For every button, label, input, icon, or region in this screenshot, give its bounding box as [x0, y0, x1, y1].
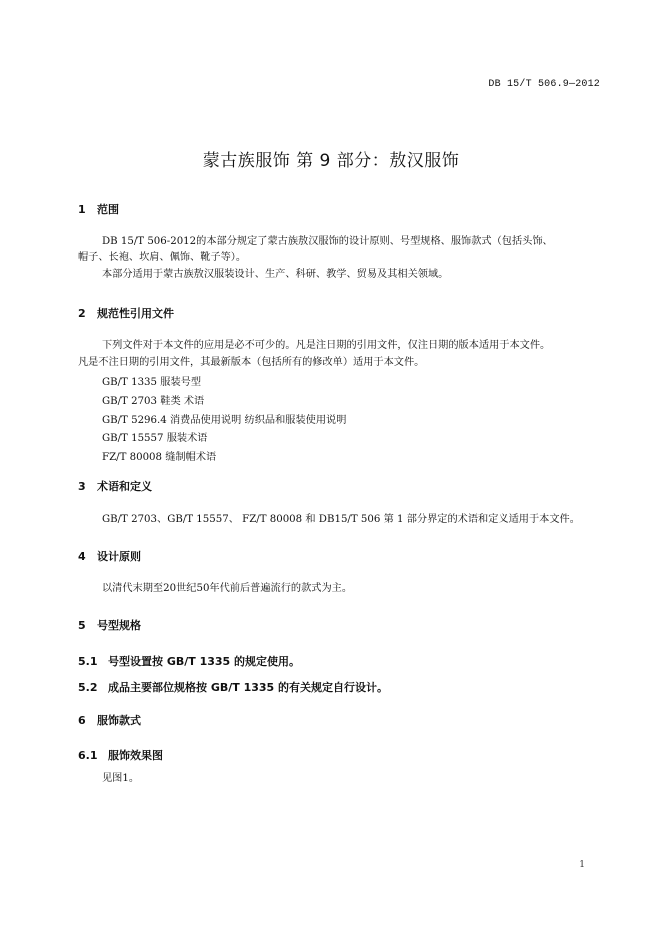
- reference-item: FZ/T 80008 缝制帽术语: [102, 452, 217, 464]
- subsection-6-1: [78, 747, 163, 763]
- reference-item: GB/T 15557 服装术语: [102, 433, 208, 445]
- paragraph: 以清代末期至20世纪50年代前后普遍流行的款式为主。: [102, 583, 353, 594]
- paragraph-line: 帽子、长袍、坎肩、佩饰、靴子等）。: [78, 252, 247, 263]
- reference-item: GB/T 2703 鞋类 术语: [102, 395, 205, 407]
- section-number: 3: [78, 480, 86, 493]
- section-title: 服饰款式: [97, 714, 141, 727]
- section-title: 设计原则: [97, 550, 141, 563]
- reference-item: GB/T 1335 服装号型: [102, 377, 202, 388]
- paragraph: 见图1。: [102, 773, 140, 784]
- section-4-heading: [78, 548, 141, 564]
- section-number: 4: [78, 550, 86, 563]
- subsection-number: 5.2: [78, 681, 98, 694]
- section-3-heading: [78, 478, 152, 494]
- paragraph-line: 下列文件对于本文件的应用是必不可少的。凡是注日期的引用文件，仅注日期的版本适用于本文件。: [102, 340, 551, 351]
- paragraph-line: DB 15/T 506-2012的本部分规定了蒙古族敖汉服饰的设计原则、号型规格、服饰款式（包括头饰、: [102, 236, 553, 247]
- subsection-5-2: [78, 679, 388, 695]
- section-number: 5: [78, 619, 86, 632]
- paragraph: GB/T 2703、GB/T 15557、 FZ/T 80008 和 DB15/T 506 第 1 部分界定的术语和定义适用于本文件。: [102, 514, 580, 525]
- subsection-5-1: [78, 653, 300, 669]
- reference-item: GB/T 5296.4 消费品使用说明 纺织品和服装使用说明: [102, 414, 347, 426]
- section-number: 1: [78, 203, 86, 216]
- subsection-text: 成品主要部位规格按 GB/T 1335 的有关规定自行设计。: [108, 681, 389, 694]
- section-6-heading: [78, 712, 141, 728]
- section-5-heading: [78, 617, 141, 633]
- section-title: 术语和定义: [97, 480, 152, 493]
- subsection-number: 6.1: [78, 749, 98, 762]
- page-number: 1: [579, 860, 585, 870]
- section-title: 规范性引用文件: [97, 307, 174, 320]
- section-number: 6: [78, 714, 86, 727]
- section-1-heading: [78, 201, 119, 217]
- section-title: 号型规格: [97, 619, 141, 632]
- subsection-number: 5.1: [78, 655, 98, 668]
- paragraph: 本部分适用于蒙古族敖汉服装设计、生产、科研、教学、贸易及其相关领域。: [102, 269, 449, 280]
- section-2-heading: [78, 305, 174, 321]
- section-title: 范围: [97, 203, 119, 216]
- subsection-text: 号型设置按 GB/T 1335 的规定使用。: [108, 655, 301, 668]
- section-number: 2: [78, 307, 86, 320]
- standard-number: DB 15/T 506.9—2012: [488, 79, 600, 90]
- subsection-title: 服饰效果图: [108, 749, 163, 762]
- reference-list: [102, 374, 346, 468]
- paragraph-line: 凡是不注日期的引用文件，其最新版本（包括所有的修改单）适用于本文件。: [78, 357, 425, 368]
- document-title: 蒙古族服饰 第 9 部分：敖汉服饰: [202, 151, 460, 171]
